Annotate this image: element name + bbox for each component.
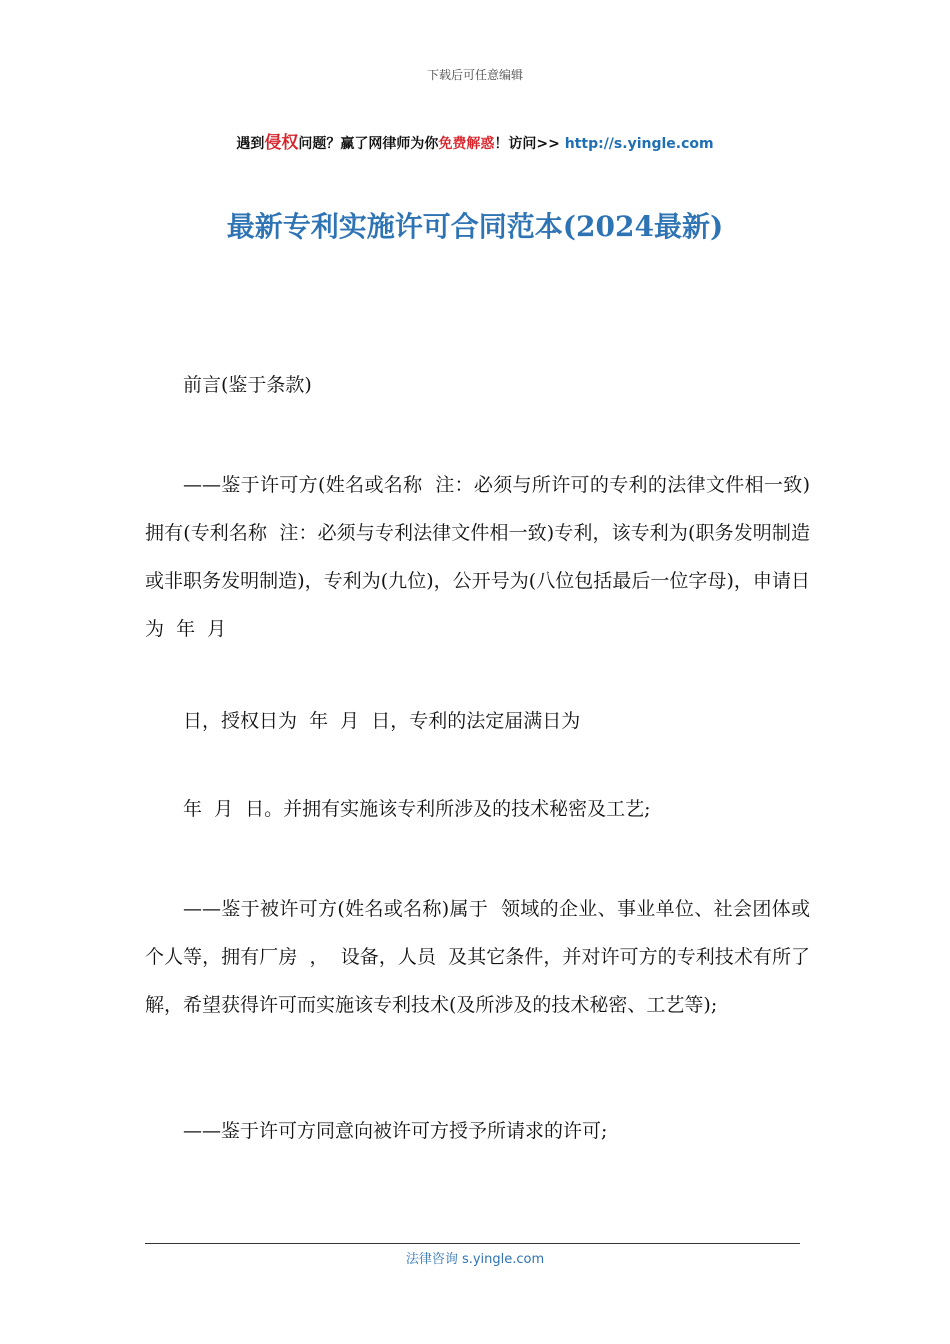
ad-highlight-infringement: 侵权 — [264, 133, 299, 153]
paragraph-consent — [145, 1107, 810, 1155]
footer-divider — [145, 1243, 800, 1244]
ad-link[interactable]: http://s.yingle.com — [564, 136, 714, 152]
paragraph-text: 日，授权日为 年 月 日，专利的法定届满日为 — [183, 710, 581, 732]
paragraph-licensor — [145, 461, 810, 653]
ad-text-1: 遇到 — [236, 136, 265, 152]
ad-highlight-free: 免费解惑 — [438, 136, 495, 152]
paragraph-text: ——鉴于被许可方(姓名或名称)属于 领域的企业、事业单位、社会团体或个人等，拥有厂房 ， 设备，人员 及其它条件，并对许可方的专利技术有所了解，希望获得许可而实施该专利技术(及所涉及的技术秘密、工艺等); — [145, 898, 810, 1016]
page-header-note: 下载后可任意编辑 — [426, 68, 523, 82]
footer-text[interactable]: 法律咨询 s.yingle.com — [405, 1252, 545, 1267]
ad-text-3: ！访问>> — [494, 136, 565, 152]
paragraph-text: ——鉴于许可方同意向被许可方授予所请求的许可; — [183, 1120, 608, 1142]
paragraph-text: ——鉴于许可方(姓名或名称 注：必须与所许可的专利的法律文件相一致)拥有(专利名称 注：必须与专利法律文件相一致)专利，该专利为(职务发明制造或非职务发明制造)，专利为(九位)，公开号为(八位包括最后一位字母)，申请日为 年 月 — [145, 474, 810, 640]
ad-banner[interactable] — [0, 128, 950, 153]
paragraph-expiry — [145, 785, 810, 833]
paragraph-text: 前言(鉴于条款) — [183, 374, 312, 396]
paragraph-text: 年 月 日。并拥有实施该专利所涉及的技术秘密及工艺; — [183, 798, 651, 820]
document-title: 最新专利实施许可合同范本(2024最新) — [226, 210, 724, 243]
ad-text-2: 问题？赢了网律师为你 — [298, 136, 439, 152]
paragraph-licensee — [145, 885, 810, 1029]
paragraph-preamble — [145, 361, 810, 409]
paragraph-dates — [145, 697, 810, 745]
